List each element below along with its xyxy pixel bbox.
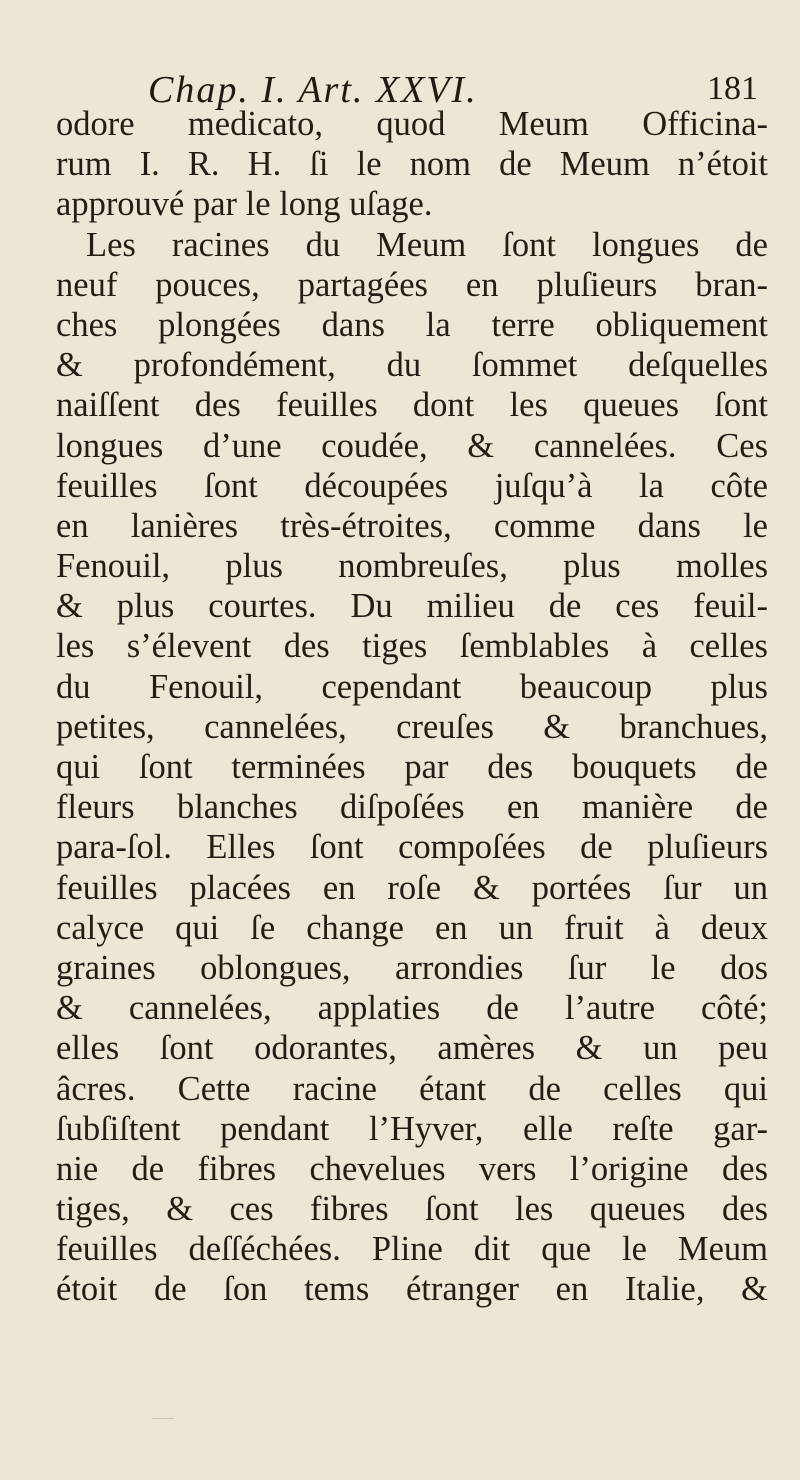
text-line: en lanières très-étroites, comme dans le bbox=[56, 506, 768, 545]
text-line: & profondément, du ſommet deſquelles bbox=[56, 346, 768, 385]
text-line: neuf pouces, partagées en pluſieurs bran- bbox=[56, 265, 768, 304]
text-line: approuvé par le long uſage. bbox=[56, 185, 433, 224]
text-line: âcres. Cette racine étant de celles qui bbox=[56, 1069, 768, 1108]
text-line: odore medicato, quod Meum Officina- bbox=[56, 105, 768, 143]
text-line: rum I. R. H. ſi le nom de Meum n’étoit bbox=[56, 145, 768, 184]
text-line: les s’élevent des tiges ſemblables à celles bbox=[56, 627, 768, 666]
main-text bbox=[56, 104, 768, 1310]
text-line: du Fenouil, cependant beaucoup plus bbox=[56, 667, 768, 706]
text-line: ſubſiſtent pendant l’Hyver, elle reſte gar- bbox=[56, 1109, 768, 1148]
text-line: graines oblongues, arrondies ſur le dos bbox=[56, 948, 768, 987]
text-line: ches plongées dans la terre obliquement bbox=[56, 305, 768, 344]
text-line: elles ſont odorantes, amères & un peu bbox=[56, 1029, 768, 1068]
text-line: nie de fibres chevelues vers l’origine des bbox=[56, 1149, 768, 1188]
text-line: petites, cannelées, creuſes & branchues, bbox=[56, 707, 768, 746]
text-line: & plus courtes. Du milieu de ces feuil- bbox=[56, 587, 768, 626]
page-number: 181 bbox=[707, 70, 758, 107]
text-line: feuilles placées en roſe & portées ſur un bbox=[56, 868, 768, 907]
text-line: qui ſont terminées par des bouquets de bbox=[56, 748, 768, 786]
text-line: & cannelées, applaties de l’autre côté; bbox=[56, 989, 768, 1028]
text-line: fleurs blanches diſpoſées en manière de bbox=[56, 788, 768, 827]
running-head: Chap. I. Art. XXVI. bbox=[148, 69, 478, 111]
text-line: Fenouil, plus nombreuſes, plus molles bbox=[56, 547, 768, 586]
text-line: Les racines du Meum ſont longues de bbox=[86, 225, 768, 264]
text-line: feuilles deſſéchées. Pline dit que le Meum bbox=[56, 1230, 768, 1269]
text-line: para-ſol. Elles ſont compoſées de pluſieurs bbox=[56, 828, 768, 867]
page-bottom-mark bbox=[152, 1418, 174, 1419]
text-line: naiſſent des feuilles dont les queues ſont bbox=[56, 386, 768, 425]
text-line: calyce qui ſe change en un fruit à deux bbox=[56, 908, 768, 947]
text-line: longues d’une coudée, & cannelées. Ces bbox=[56, 426, 768, 465]
text-line: étoit de ſon tems étranger en Italie, & bbox=[56, 1270, 768, 1309]
text-line: feuilles ſont découpées juſqu’à la côte bbox=[56, 466, 768, 505]
text-line: tiges, & ces fibres ſont les queues des bbox=[56, 1190, 768, 1229]
